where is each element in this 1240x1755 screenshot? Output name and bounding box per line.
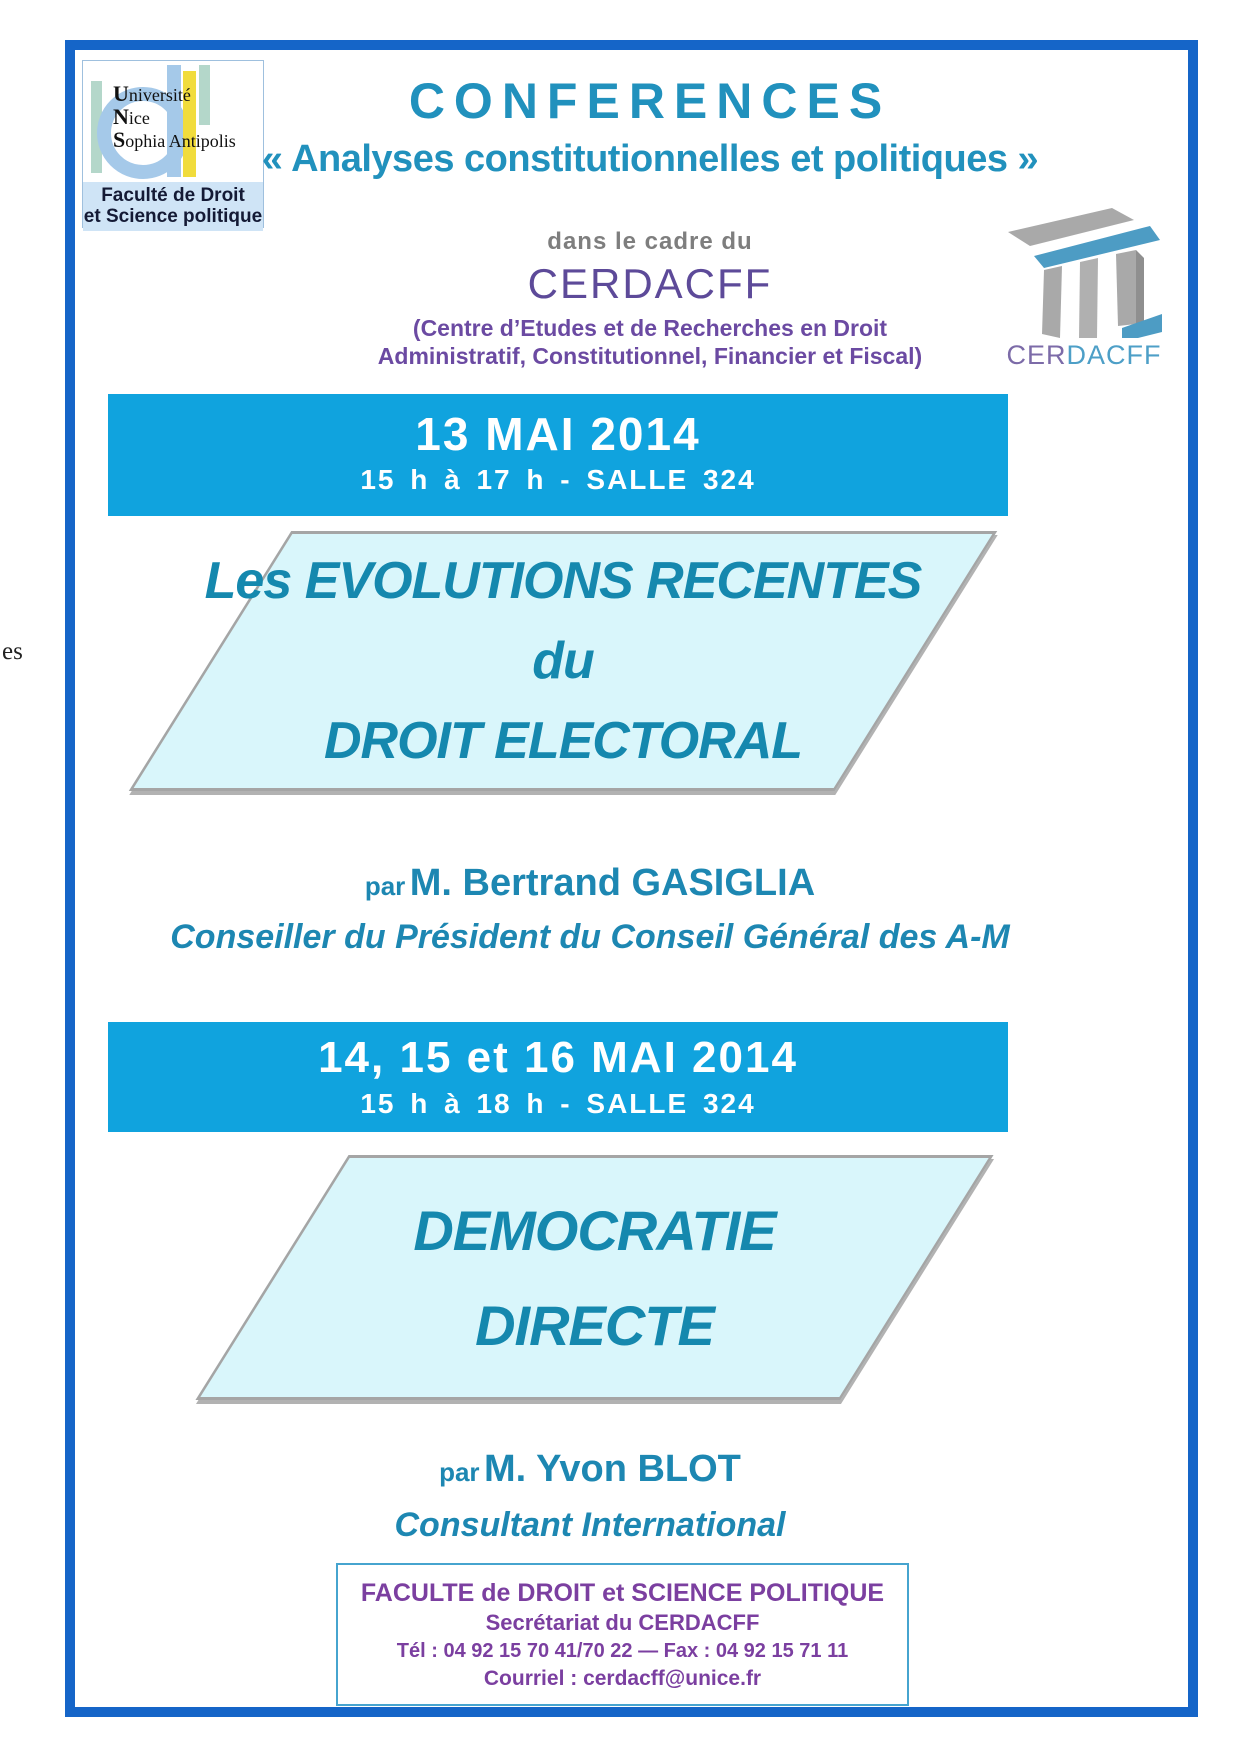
topic-line: Les EVOLUTIONS RECENTES [204,552,922,610]
session1-banner [108,394,1008,516]
session1-topic-text [204,534,922,788]
name-rest: ice [128,108,150,128]
contact-phone-fax: Tél : 04 92 15 70 41/70 22 — Fax : 04 92 15 71 11 [396,1640,849,1662]
topic-line: DROIT ELECTORAL [323,712,803,770]
university-name [113,83,236,152]
org-acronym: CERDACFF [527,260,773,307]
cerdacff-logo [1000,200,1168,380]
session1-time-room: 15 h à 17 h - SALLE 324 [360,464,756,495]
session2-time-room: 15 h à 18 h - SALLE 324 [360,1088,756,1119]
session2-topic-text [275,1158,914,1397]
page-title: CONFERENCES [408,73,892,129]
wordmark-gray: CER [1006,340,1067,370]
topic-line: DEMOCRATIE [413,1198,776,1262]
contact-secretariat: Secrétariat du CERDACFF [485,1610,760,1635]
initial-letter: S [113,127,126,152]
wordmark-blue: DACFF [1066,340,1162,370]
speaker-name: M. Yvon BLOT [484,1448,741,1490]
name-rest: niversité [128,85,191,105]
faculty-line2: et Science politique [83,206,263,227]
session2-banner [108,1022,1008,1132]
contact-box [336,1563,909,1706]
contact-email-line [338,1665,907,1693]
name-rest: ophia Antipolis [125,131,236,151]
session2-topic-panel [195,1155,993,1400]
email-address: cerdacff@unice.fr [583,1667,762,1690]
session1-speaker-role: Conseiller du Président du Conseil Général des A-M [170,918,1010,956]
faculty-label [83,182,263,231]
greek-columns-icon [1000,200,1168,338]
cerdacff-wordmark [1000,340,1168,371]
university-name-line [113,129,236,152]
initial-letter: N [113,104,129,129]
topic-line: du [532,632,594,690]
page-subtitle: « Analyses constitutionnelles et politiques » [261,138,1039,180]
org-description-line1: (Centre d’Etudes et de Recherches en Droit [412,315,888,341]
session2-speaker-role: Consultant International [394,1506,786,1544]
speaker-name: M. Bertrand GASIGLIA [409,862,816,904]
session2-speaker [100,1448,1080,1491]
org-description [240,314,1060,370]
contact-faculty: FACULTE de DROIT et SCIENCE POLITIQUE [360,1579,885,1607]
initial-letter: U [113,81,129,106]
context-text: dans le cadre du [547,228,753,255]
session1-date: 13 MAI 2014 [415,408,701,460]
faculty-line1: Faculté de Droit [101,185,245,206]
university-logo-icon [83,61,263,182]
session1-topic-panel [129,531,997,791]
speaker-prefix: par [439,1457,480,1487]
speaker-prefix: par [364,871,406,901]
margin-text-fragment: es [2,638,23,665]
session1-speaker [100,862,1080,905]
university-logo-block [82,60,264,228]
org-description-line2: Administratif, Constitutionnel, Financier et Fiscal) [377,343,923,369]
university-name-line [113,106,236,129]
email-label: Courriel : [483,1667,578,1690]
session2-date: 14, 15 et 16 MAI 2014 [318,1033,798,1082]
university-name-line [113,83,236,106]
topic-line: DIRECTE [475,1293,714,1357]
